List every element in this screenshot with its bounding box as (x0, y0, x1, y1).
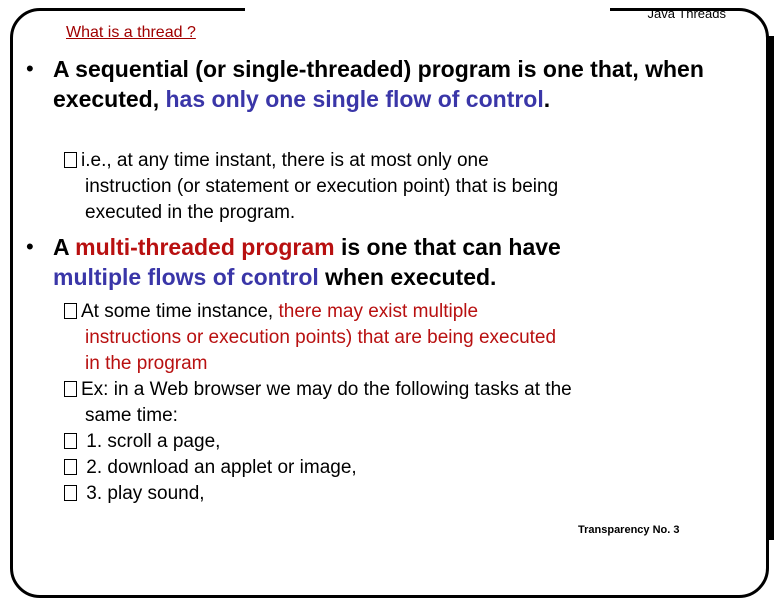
sub-bullet-2-red2: instructions or execution points) that are being executed (85, 327, 557, 348)
sub-bullet-2-lead: At some time instance, (81, 301, 274, 322)
bullet-2-mid: is one that can have (340, 234, 561, 260)
checkbox-bullet-icon (64, 381, 77, 397)
checkbox-bullet-icon (64, 459, 77, 475)
sub-bullet-3-cont: same time: (85, 405, 178, 426)
checkbox-bullet-icon (64, 152, 77, 168)
bullet-1-text: A sequential (or single-threaded) program is one that, when executed, (53, 56, 704, 112)
checkbox-bullet-icon (64, 433, 77, 449)
bullet-2-lead: A (53, 234, 69, 260)
sub-bullet-3-text: Ex: in a Web browser we may do the following tasks at the (81, 379, 572, 400)
task-item: 3. play sound, (86, 483, 205, 504)
bullet-dot-2: • (26, 234, 34, 259)
sub-bullet-1 (64, 148, 558, 226)
bullet-2-tail: when executed. (325, 264, 497, 290)
checkbox-bullet-icon (64, 303, 77, 319)
bullet-1-highlight: has only one single flow of control (165, 86, 544, 112)
task-item: 1. scroll a page, (86, 431, 221, 452)
sub-bullet-1-cont1: instruction (or statement or execution point) that is being (85, 176, 559, 197)
course-title: Java Threads (647, 6, 726, 21)
bullet-2 (53, 232, 743, 292)
sub-bullet-1-cont2: executed in the program. (85, 202, 296, 223)
bullet-2-blue: multiple flows of control (53, 264, 319, 290)
task-item: 2. download an applet or image, (86, 457, 357, 478)
sub-bullet-2-red1: there may exist multiple (278, 301, 479, 322)
checkbox-bullet-icon (64, 485, 77, 501)
sub-bullet-2 (64, 299, 572, 507)
frame-shadow (768, 36, 774, 540)
slide-topic: What is a thread ? (66, 24, 196, 41)
bullet-1 (53, 54, 733, 114)
header-gap (245, 0, 610, 14)
bullet-dot-1: • (26, 56, 34, 81)
sub-bullet-2-red3: in the program (85, 353, 208, 374)
page-number: Transparency No. 3 (578, 524, 680, 536)
bullet-1-end: . (543, 86, 551, 112)
sub-bullet-1-text: i.e., at any time instant, there is at most only one (81, 150, 489, 171)
bullet-2-red: multi-threaded program (75, 234, 335, 260)
